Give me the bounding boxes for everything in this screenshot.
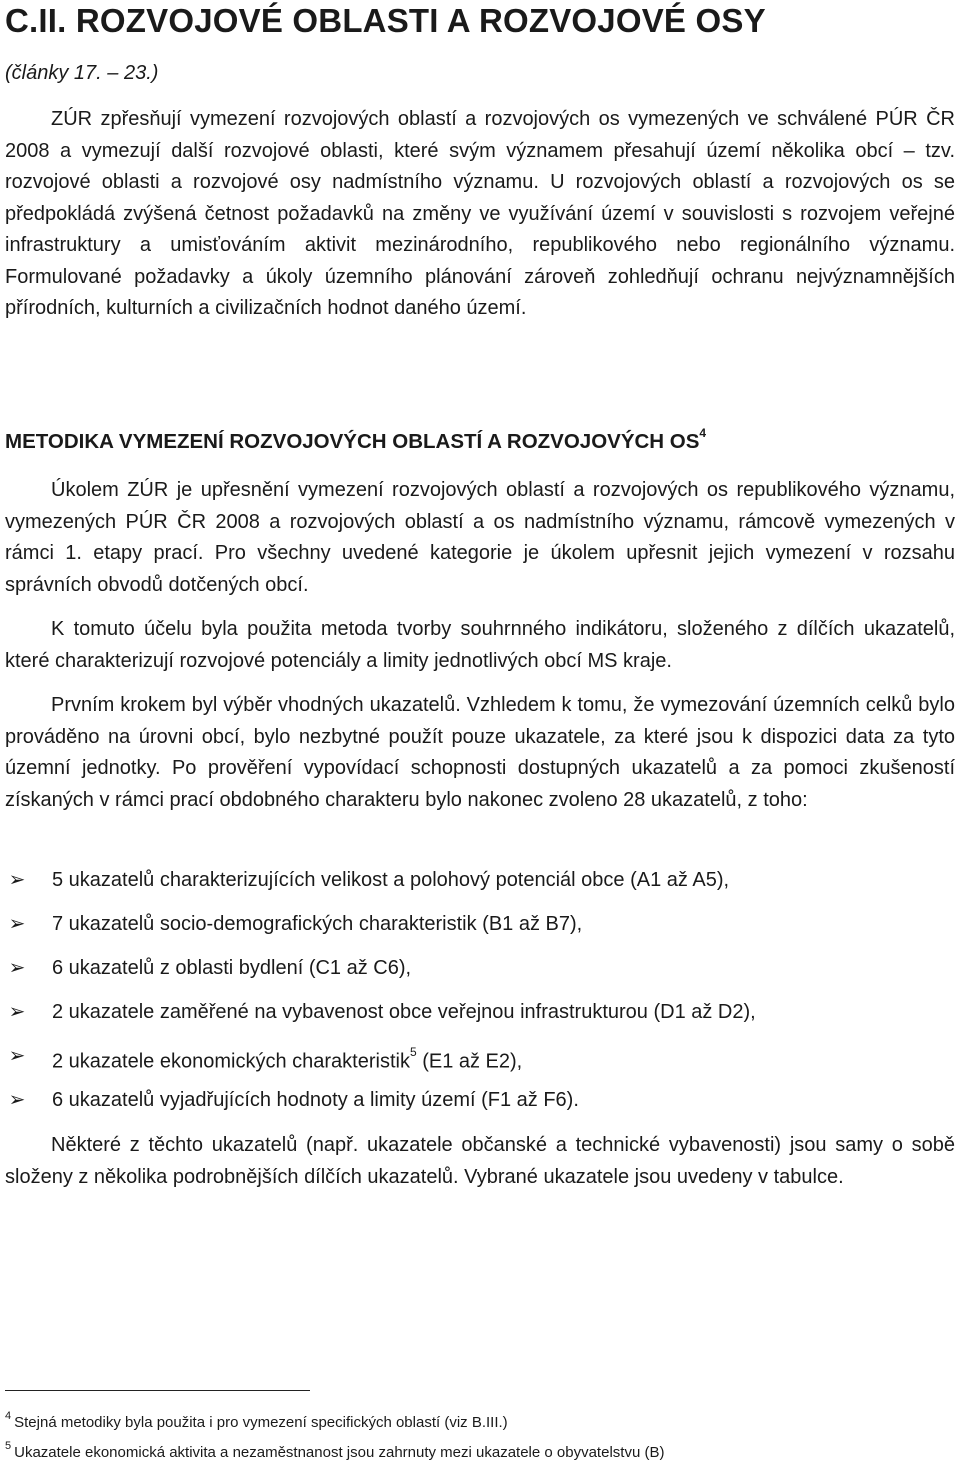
list-item — [5, 1082, 955, 1126]
arrow-bullet-icon: ➢ — [8, 869, 26, 891]
indicator-list — [5, 862, 955, 1126]
list-item-text: 7 ukazatelů socio-demografických charakteristik (B1 až B7), — [52, 913, 583, 935]
paragraph-3-text: Prvním krokem byl výběr vhodných ukazatelů. Vzhledem k tomu, že vymezování územních celků bylo prováděno na úrovni obcí, bylo nezbytné použít pouze ukazatele, za které jsou k dispozici data za tyto územní jednotky. Po prověření vypovídací schopnosti dostupných ukazatelů a za pomoci zkušeností získaných v rámci prací obdobného charakteru bylo nakonec zvoleno 28 ukazatelů, z toho: — [5, 694, 955, 811]
list-item-text: 6 ukazatelů z oblasti bydlení (C1 až C6), — [52, 957, 412, 979]
footnote-ref-5: 5 — [409, 1045, 417, 1059]
articles-subtitle: (články 17. – 23.) — [5, 62, 159, 84]
list-item — [5, 1038, 955, 1082]
footnote-number: 4 — [5, 1410, 12, 1422]
arrow-bullet-icon: ➢ — [8, 913, 26, 935]
footnote-ref-4: 4 — [699, 426, 707, 440]
paragraph-2 — [5, 614, 955, 677]
arrow-bullet-icon: ➢ — [8, 1001, 26, 1023]
arrow-bullet-icon: ➢ — [8, 1045, 26, 1067]
list-item — [5, 994, 955, 1038]
list-item-text-tail: (E1 až E2), — [416, 1050, 523, 1073]
footnote-5 — [5, 1442, 664, 1461]
list-item — [5, 862, 955, 906]
footnote-divider — [5, 1390, 310, 1391]
arrow-bullet-icon: ➢ — [8, 957, 26, 979]
list-item-text: 6 ukazatelů vyjadřujících hodnoty a limity území (F1 až F6). — [52, 1089, 579, 1111]
paragraph-1-text: Úkolem ZÚR je upřesnění vymezení rozvojových oblastí a rozvojových os republikového významu, vymezených PÚR ČR 2008 a rozvojových oblastí a os nadmístního významu, rámcově vymezených v rámci 1. etapy prací. Pro všechny uvedené kategorie je úkolem upřesnit jejich vymezení v rozsahu správních obvodů dotčených obcí. — [5, 479, 955, 596]
footnote-text: Stejná metodiky byla použita i pro vymezení specifických oblastí (viz B.III.) — [14, 1414, 508, 1431]
section-heading — [5, 426, 707, 454]
footnote-text: Ukazatele ekonomická aktivita a nezaměstnanost jsou zahrnuty mezi ukazatele o obyvatelstvu (B) — [14, 1444, 665, 1461]
list-item-text: 5 ukazatelů charakterizujících velikost a polohový potenciál obce (A1 až A5), — [52, 869, 730, 891]
paragraph-4-text: Některé z těchto ukazatelů (např. ukazatele občanské a technické vybavenosti) jsou samy o sobě složeny z několika podrobnějších dílčích ukazatelů. Vybrané ukazatele jsou uvedeny v tabulce. — [5, 1134, 955, 1188]
footnote-number: 5 — [5, 1440, 12, 1452]
intro-paragraph — [5, 104, 955, 325]
chapter-heading: C.II. ROZVOJOVÉ OBLASTI A ROZVOJOVÉ OSY — [5, 2, 766, 39]
list-item — [5, 950, 955, 994]
paragraph-1 — [5, 475, 955, 601]
list-item — [5, 906, 955, 950]
arrow-bullet-icon: ➢ — [8, 1089, 26, 1111]
paragraph-4 — [5, 1130, 955, 1193]
paragraph-2-text: K tomuto účelu byla použita metoda tvorby souhrnného indikátoru, složeného z dílčích ukazatelů, které charakterizují rozvojové potenciály a limity jednotlivých obcí MS kraje. — [5, 618, 955, 672]
list-item-text: 2 ukazatele zaměřené na vybavenost obce veřejnou infrastrukturou (D1 až D2), — [52, 1001, 756, 1023]
intro-text: ZÚR zpřesňují vymezení rozvojových oblastí a rozvojových os vymezených ve schválené PÚR ČR 2008 a vymezují další rozvojové oblasti, které svým významem přesahují území několika obcí – tzv. rozvojové oblasti a rozvojové osy nadmístního významu. U rozvojových oblastí a rozvojových os se předpokládá zvýšená četnost požadavků na změny ve využívání území v souvislosti s rozvojem veřejné infrastruktury a umisťováním aktivit mezinárodního, republikového nebo regionálního významu. Formulované požadavky a úkoly územního plánování zároveň zohledňují ochranu nejvýznamnějších přírodních, kulturních a civilizačních hodnot daného území. — [5, 108, 955, 319]
section-title: METODIKA VYMEZENÍ ROZVOJOVÝCH OBLASTÍ A ROZVOJOVÝCH OS — [5, 430, 700, 453]
paragraph-3 — [5, 690, 955, 816]
list-item-text: 2 ukazatele ekonomických charakteristik — [52, 1050, 410, 1073]
footnote-4 — [5, 1412, 508, 1431]
